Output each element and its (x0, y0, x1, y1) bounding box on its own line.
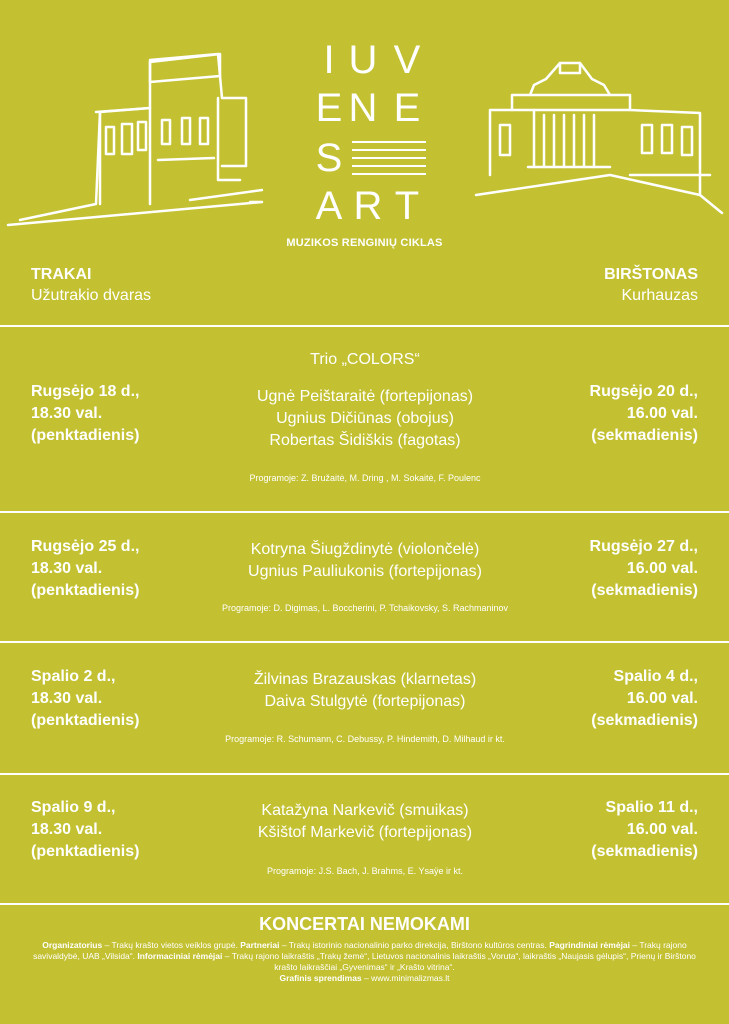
time-line: 18.30 val. (31, 821, 103, 838)
time-line: 18.30 val. (31, 405, 103, 422)
time-line: 16.00 val. (626, 821, 698, 838)
performer: Robertas Šidiškis (fagotas) (269, 432, 461, 449)
venue-right-name: BIRŠTONAS (604, 266, 698, 283)
date-left (31, 666, 139, 732)
design-label: Grafinis sprendimas (279, 973, 362, 983)
weekday-line: (penktadienis) (31, 712, 140, 729)
date-right (591, 797, 698, 863)
weekday-line: (sekmadienis) (591, 712, 698, 729)
program: Programoje: J.S. Bach, J. Brahms, E. Ysaÿe ir kt. (267, 866, 463, 876)
weekday-line: (sekmadienis) (591, 427, 698, 444)
logo-letter: V (393, 38, 421, 82)
performers (180, 386, 550, 452)
divider (0, 903, 729, 905)
program: Programoje: D. Digimas, L. Boccherini, P. Tchaikovsky, S. Rachmaninov (221, 603, 509, 613)
program: Programoje: Z. Bružaitė, M. Dring , M. Sokaitė, F. Poulenc (249, 473, 481, 483)
logo-letter: R (353, 184, 383, 228)
performer: Katažyna Narkevič (smuikas) (261, 802, 469, 819)
logo-staff-lines (350, 138, 430, 178)
credits (30, 940, 699, 984)
venue-left-name: TRAKAI (31, 266, 92, 283)
performer: Kotryna Šiugždinytė (violončelė) (250, 541, 480, 558)
media-label: Informaciniai rėmėjai (137, 951, 223, 961)
date-line: Spalio 2 d., (31, 668, 116, 685)
sponsors-label: Pagrindiniai rėmėjai (549, 940, 631, 950)
divider (0, 773, 729, 775)
date-line: Spalio 9 d., (31, 799, 116, 816)
date-left (31, 797, 139, 863)
weekday-line: (sekmadienis) (591, 843, 698, 860)
performer: Ugnė Peištaraitė (fortepijonas) (256, 388, 474, 405)
divider (0, 511, 729, 513)
divider (0, 325, 729, 327)
date-left (31, 381, 139, 447)
date-line: Spalio 4 d., (613, 668, 698, 685)
partners: – Trakų istorinio nacionalinio parko direkcija, Birštono kultūros centras. (281, 940, 547, 950)
date-line: Rugsėjo 20 d., (589, 383, 698, 400)
venue-right (604, 266, 698, 305)
time-line: 18.30 val. (31, 690, 103, 707)
performer: Daiva Stulgytė (fortepijonas) (264, 693, 466, 710)
date-line: Rugsėjo 25 d., (31, 538, 140, 555)
ensemble-title: Trio „COLORS“ (310, 351, 420, 368)
sponsors: – Trakų rajono savivaldybė, UAB „Vilsida“. (33, 940, 687, 961)
organizer-label: Organizatorius (42, 940, 103, 950)
birstonas-kurhauzas-illustration (470, 55, 725, 225)
time-line: 16.00 val. (626, 560, 698, 577)
performer: Ugnius Dičiūnas (obojus) (276, 410, 454, 427)
date-line: Spalio 11 d., (605, 799, 698, 816)
performers (180, 800, 550, 844)
performer: Ugnius Pauliukonis (fortepijonas) (248, 563, 482, 580)
date-line: Rugsėjo 18 d., (31, 383, 140, 400)
date-line: Rugsėjo 27 d., (589, 538, 698, 555)
logo-letter: E (315, 86, 343, 130)
date-left (31, 536, 139, 602)
date-right (591, 666, 698, 732)
performers (180, 669, 550, 713)
logo-letter: U (348, 38, 378, 82)
logo-letter: E (393, 86, 421, 130)
divider (0, 641, 729, 643)
logo-letter: S (315, 136, 343, 180)
logo-letter: T (394, 184, 420, 228)
date-right (590, 381, 698, 447)
time-line: 16.00 val. (626, 405, 698, 422)
performers (180, 539, 550, 583)
logo-letter: N (348, 86, 378, 130)
free-concerts-label: KONCERTAI NEMOKAMI (259, 914, 470, 934)
program: Programoje: R. Schumann, C. Debussy, P. Hindemith, D. Milhaud ir kt. (225, 734, 505, 744)
weekday-line: (sekmadienis) (591, 582, 698, 599)
venue-left (31, 266, 151, 305)
logo-letter: I (323, 38, 335, 82)
time-line: 18.30 val. (31, 560, 103, 577)
partners-label: Partneriai (240, 940, 280, 950)
venue-right-place: Kurhauzas (621, 287, 698, 304)
performer: Žilvinas Brazauskas (klarnetas) (253, 671, 477, 688)
logo-letter: A (315, 184, 343, 228)
logo-subtitle: MUZIKOS RENGINIŲ CIKLAS (286, 237, 443, 249)
media-sponsors: – Trakų rajono laikraštis „Trakų žemė“, Lietuvos nacionalinis laikraštis „Voruta“, laikraštis „Naujasis gėlupis“, Prienų ir Birštono krašto laikraščiai „Gyvenimas“ ir „Krašto vitrina“. (224, 951, 696, 972)
weekday-line: (penktadienis) (31, 582, 140, 599)
design-credit: – www.minimalizmas.lt (364, 973, 450, 983)
weekday-line: (penktadienis) (31, 843, 140, 860)
trakai-manor-illustration (0, 40, 300, 230)
weekday-line: (penktadienis) (31, 427, 140, 444)
performer: Kšištof Markevič (fortepijonas) (257, 824, 473, 841)
venue-left-place: Užutrakio dvaras (31, 287, 152, 304)
time-line: 16.00 val. (626, 690, 698, 707)
organizer: – Trakų krašto vietos veiklos grupė. (104, 940, 238, 950)
date-right (590, 536, 698, 602)
